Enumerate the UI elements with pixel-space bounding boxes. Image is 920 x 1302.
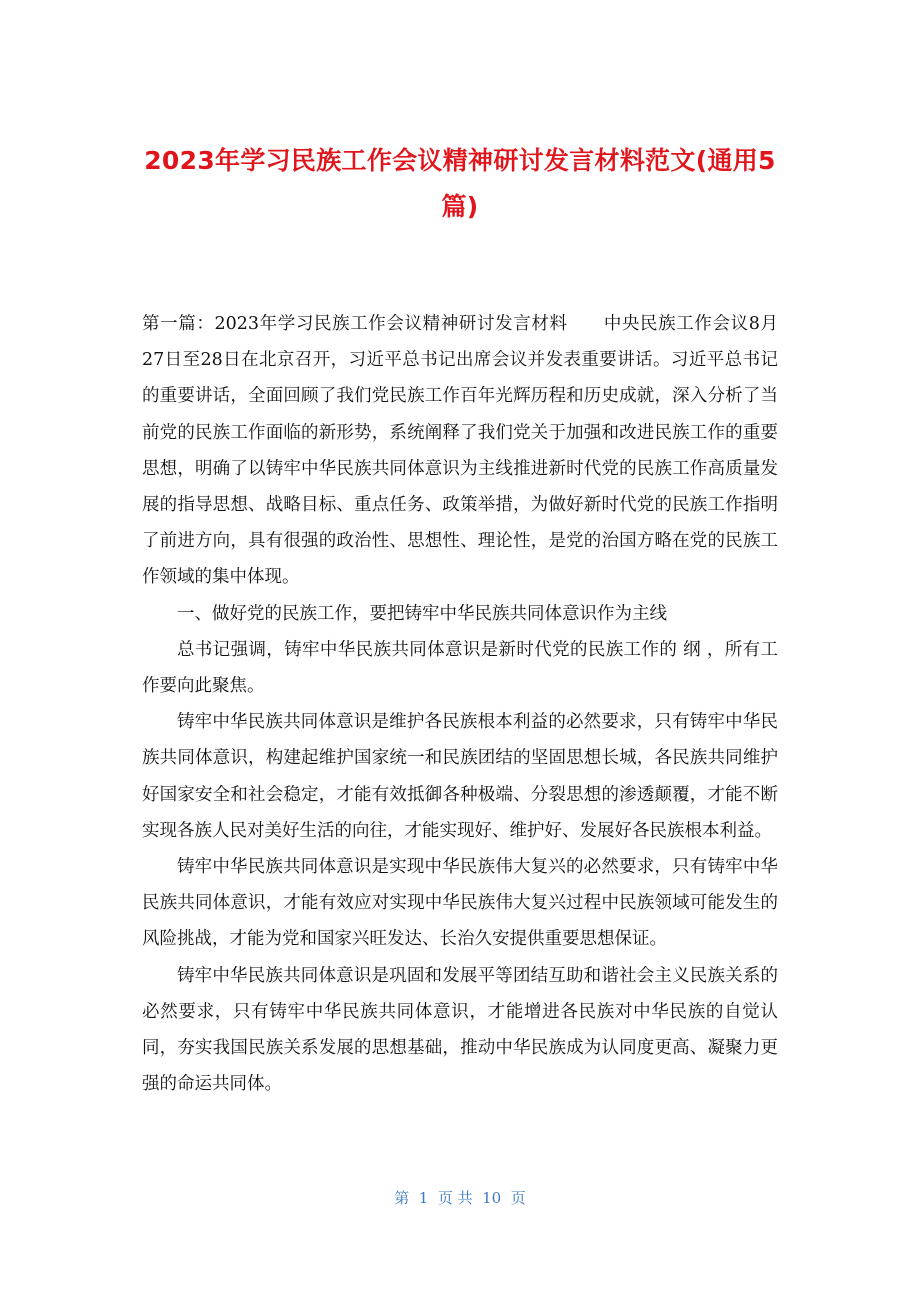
section-heading: 一、做好党的民族工作，要把铸牢中华民族共同体意识作为主线 [177, 603, 667, 624]
paragraph: 铸牢中华民族共同体意识是维护各民族根本利益的必然要求，只有铸牢中华民族共同体意识，构建起维护国家统一和民族团结的坚固思想长城，各民族共同维护好国家安全和社会稳定，才能有效抵御各种极端、分裂思想的渗透颠覆，才能不断实现各族人民对美好生活的向往，才能实现好、维护好、发展好各民族根本利益。 [142, 712, 778, 841]
paragraph-intro: 第一篇：2023年学习民族工作会议精神研讨发言材料 中央民族工作会议8月27日至28日在北京召开，习近平总书记出席会议并发表重要讲话。习近平总书记的重要讲话，全面回顾了我们党民族工作百年光辉历程和历史成就，深入分析了当前党的民族工作面临的新形势，系统阐释了我们党关于加强和改进民族工作的重要思想，明确了以铸牢中华民族共同体意识为主线推进新时代党的民族工作高质量发展的指导思想、战略目标、重点任务、政策举措，为做好新时代党的民族工作指明了前进方向，具有很强的政治性、思想性、理论性，是党的治国方略在党的民族工作领域的集中体现。 [142, 314, 778, 588]
document-title: 2023年学习民族工作会议精神研讨发言材料范文(通用5篇) [144, 146, 776, 221]
paragraph: 铸牢中华民族共同体意识是巩固和发展平等团结互助和谐社会主义民族关系的必然要求，只有铸牢中华民族共同体意识，才能增进各民族对中华民族的自觉认同，夯实我国民族关系发展的思想基础，推动中华民族成为认同度更高、凝聚力更强的命运共同体。 [142, 965, 778, 1095]
document-body [142, 306, 778, 1102]
page-number-footer: 第 1 页 共 10 页 [394, 1189, 526, 1207]
paragraph: 总书记强调，铸牢中华民族共同体意识是新时代党的民族工作的 纲 ，所有工作要向此聚焦。 [142, 639, 778, 697]
paragraph: 铸牢中华民族共同体意识是实现中华民族伟大复兴的必然要求，只有铸牢中华民族共同体意识，才能有效应对实现中华民族伟大复兴过程中民族领域可能发生的风险挑战，才能为党和国家兴旺发达、长治久安提供重要思想保证。 [142, 857, 778, 950]
